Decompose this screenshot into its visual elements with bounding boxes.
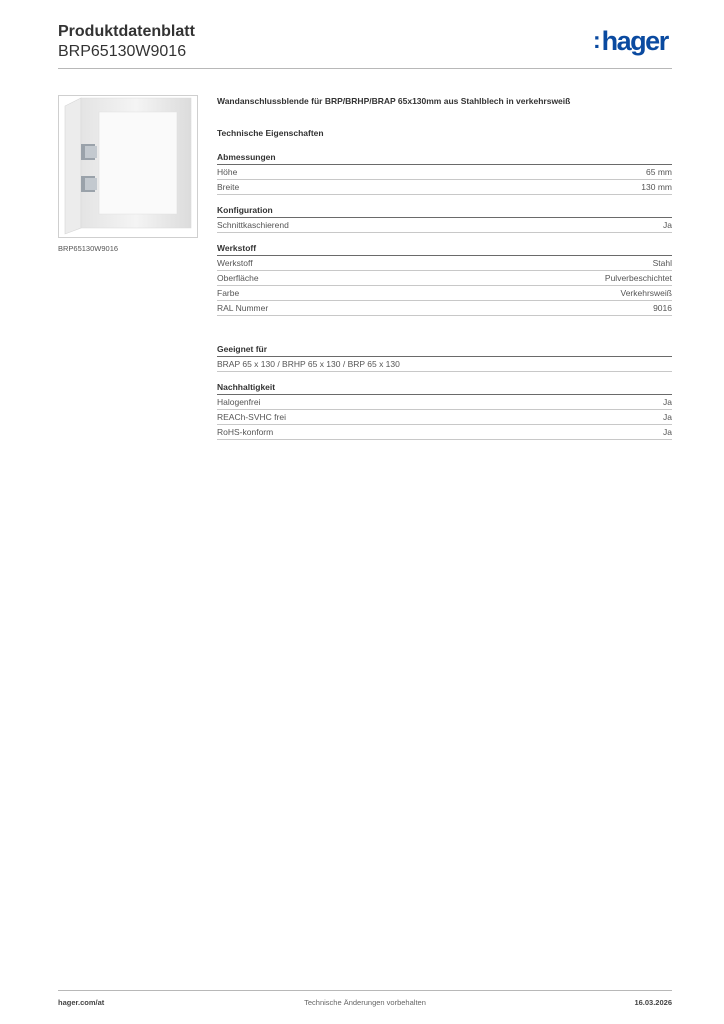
- spec-value: Pulverbeschichtet: [604, 273, 672, 283]
- logo-text: hager: [601, 26, 668, 56]
- spec-row: [217, 256, 672, 271]
- product-description: Wandanschlussblende für BRP/BRHP/BRAP 65x130mm aus Stahlblech in verkehrsweiß: [217, 96, 571, 106]
- spec-row: [217, 301, 672, 316]
- spec-group-abmessungen: [217, 152, 672, 195]
- document-header: [58, 22, 195, 62]
- spec-row: [217, 165, 672, 180]
- cover-plate-illustration: [59, 96, 197, 237]
- group-title: Werkstoff: [217, 243, 672, 256]
- spec-group-konfiguration: [217, 205, 672, 233]
- spec-row: [217, 357, 672, 372]
- spec-value: Ja: [663, 220, 672, 230]
- spec-label: RAL Nummer: [217, 303, 269, 313]
- spec-value: 130 mm: [641, 182, 672, 192]
- spec-label: REACh-SVHC frei: [217, 412, 286, 422]
- spec-row: [217, 286, 672, 301]
- spec-group-nachhaltigkeit: [217, 382, 672, 440]
- spec-row: [217, 395, 672, 410]
- product-image: [58, 95, 198, 238]
- product-number: BRP65130W9016: [58, 43, 187, 60]
- spec-label: BRAP 65 x 130 / BRHP 65 x 130 / BRP 65 x 130: [217, 359, 400, 369]
- spec-value: Stahl: [652, 258, 672, 268]
- spec-row: [217, 410, 672, 425]
- footer-disclaimer: Technische Änderungen vorbehalten: [304, 998, 426, 1007]
- hager-logo: [593, 26, 668, 57]
- spec-label: RoHS-konform: [217, 427, 274, 437]
- spec-value: 9016: [653, 303, 672, 313]
- spec-label: Höhe: [217, 167, 238, 177]
- header-divider: [58, 68, 672, 69]
- group-title: Konfiguration: [217, 205, 672, 218]
- spec-value: Ja: [663, 427, 672, 437]
- group-title: Abmessungen: [217, 152, 672, 165]
- spec-label: Farbe: [217, 288, 240, 298]
- product-specs: [217, 96, 672, 450]
- spec-label: Halogenfrei: [217, 397, 261, 407]
- spec-label: Werkstoff: [217, 258, 253, 268]
- logo-colon-icon: :: [593, 27, 601, 53]
- spec-value: Verkehrsweiß: [620, 288, 672, 298]
- spec-group-werkstoff: [217, 243, 672, 316]
- spec-group-geeignet-fuer: [217, 344, 672, 372]
- spec-row: [217, 180, 672, 195]
- specs-section-title: Technische Eigenschaften: [217, 128, 324, 138]
- spec-value: 65 mm: [646, 167, 672, 177]
- footer-date: 16.03.2026: [634, 998, 672, 1007]
- footer-website-link[interactable]: hager.com/at: [58, 998, 105, 1007]
- spec-label: Schnittkaschierend: [217, 220, 289, 230]
- spec-row: [217, 218, 672, 233]
- spec-label: Oberfläche: [217, 273, 259, 283]
- spec-value: Ja: [663, 397, 672, 407]
- group-title: Nachhaltigkeit: [217, 382, 672, 395]
- group-title: Geeignet für: [217, 344, 672, 357]
- document-title: Produktdatenblatt: [58, 23, 195, 40]
- image-caption: BRP65130W9016: [58, 244, 119, 253]
- spec-row: [217, 271, 672, 286]
- footer-divider: [58, 990, 672, 991]
- spec-row: [217, 425, 672, 440]
- spec-label: Breite: [217, 182, 240, 192]
- spec-value: Ja: [663, 412, 672, 422]
